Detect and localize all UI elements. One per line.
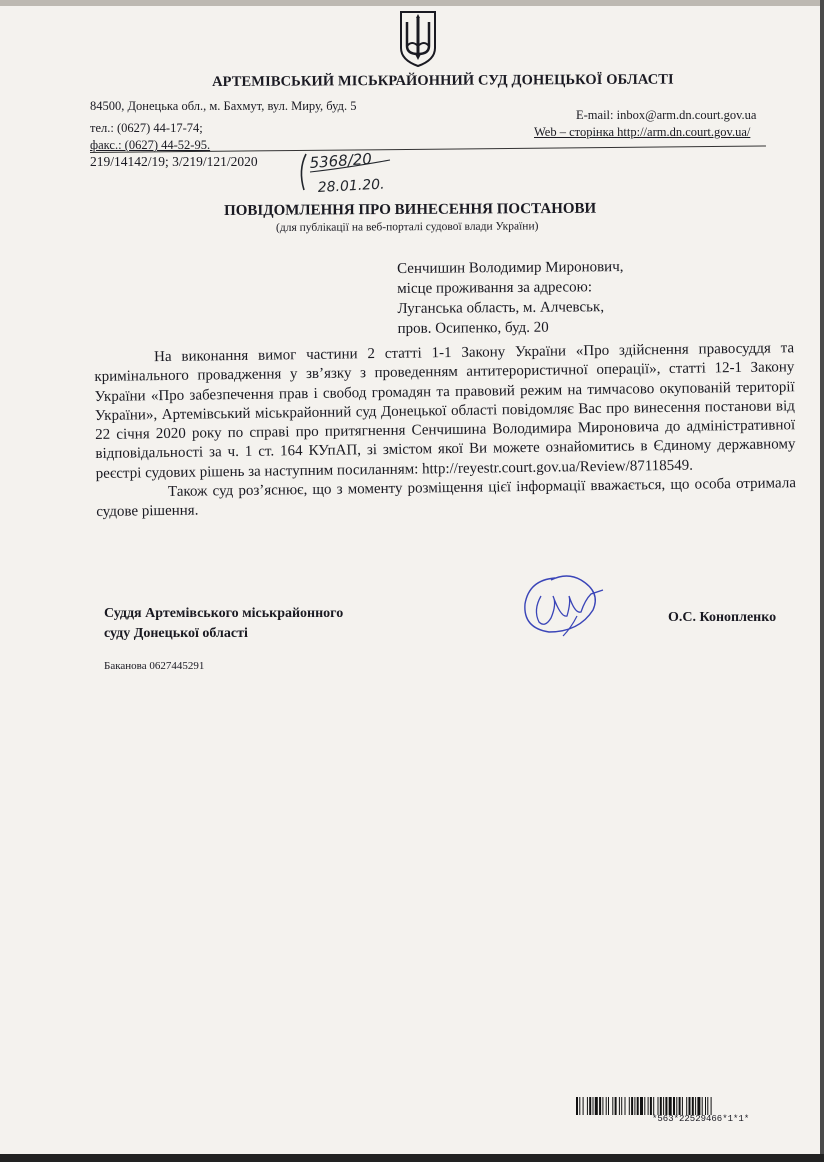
handwritten-signature [515,566,607,646]
body-paragraph-1: На виконання вимог частини 2 статті 1-1 Закону України «Про здійснення правосуддя та кримінального провадження у зв’язку з проведенням антитерористичної операції», статті 12-1 Закону України «Про забезпечення прав і свобод громадян та правовий режим на тимчасово окупованій території України», Артемівський міськрайонний суд Донецької області повідомляє Вас про винесення постанови від 22 січня 2020 року по справі про притягнення Сенчишина Володимира Мироновича до адміністративної відповідальності за ч. 1 ст. 164 КУпАП, зі змістом якої Ви можете ознайомитись в Єдиному державному реєстрі судових рішень за наступним посиланням: http://reyestr.court.gov.ua/Review/87118549. [94,340,796,482]
recipient-name: Сенчишин Володимир Миронович, [397,259,624,277]
judge-position [104,604,343,644]
recipient-address-region: Луганська область, м. Алчевськ, [397,299,605,317]
registration-date: 28.01.20. [317,176,385,196]
notice-title: ПОВІДОМЛЕННЯ ПРО ВИНЕСЕННЯ ПОСТАНОВИ [224,200,597,219]
recipient-address-street: пров. Осипенко, буд. 20 [397,319,549,337]
judge-position-line-1: Суддя Артемівського міськрайонного [104,606,344,621]
court-website: Web – сторінка http://arm.dn.court.gov.ua/ [534,125,751,139]
page-edge-top [0,0,824,6]
recipient-address-label: місце проживання за адресою: [397,279,593,297]
registration-number: 5368/20 [309,150,373,172]
barcode-text: *563*22529466*1*1* [652,1114,750,1124]
page-edge-bottom [0,1154,824,1162]
executor-contact: Баканова 0627445291 [104,660,205,672]
registration-stamp [296,150,396,198]
barcode-icon [576,1097,814,1115]
page-edge-right [820,0,824,1162]
court-fax: факс.: (0627) 44-52-95. [90,138,211,152]
judge-name: О.С. Конопленко [668,610,777,625]
recipient-block [397,257,624,339]
case-number: 219/14142/19; 3/219/121/2020 [90,154,258,169]
court-phone: тел.: (0627) 44-17-74; [90,121,203,135]
notice-body [94,339,796,522]
judge-position-line-2: суду Донецької області [104,626,248,641]
trident-coat-of-arms-icon [398,10,438,68]
body-paragraph-2: Також суд роз’яснює, що з моменту розміщення цієї інформації вважається, що особа отримала судове рішення. [96,475,797,521]
court-address: 84500, Донецька обл., м. Бахмут, вул. Миру, буд. 5 [90,99,357,113]
court-name: АРТЕМІВСЬКИЙ МІСЬКРАЙОННИЙ СУД ДОНЕЦЬКОЇ ОБЛАСТІ [212,71,674,90]
court-email: E-mail: inbox@arm.dn.court.gov.ua [576,108,757,122]
notice-subtitle: (для публікації на веб-порталі судової влади України) [276,220,539,234]
